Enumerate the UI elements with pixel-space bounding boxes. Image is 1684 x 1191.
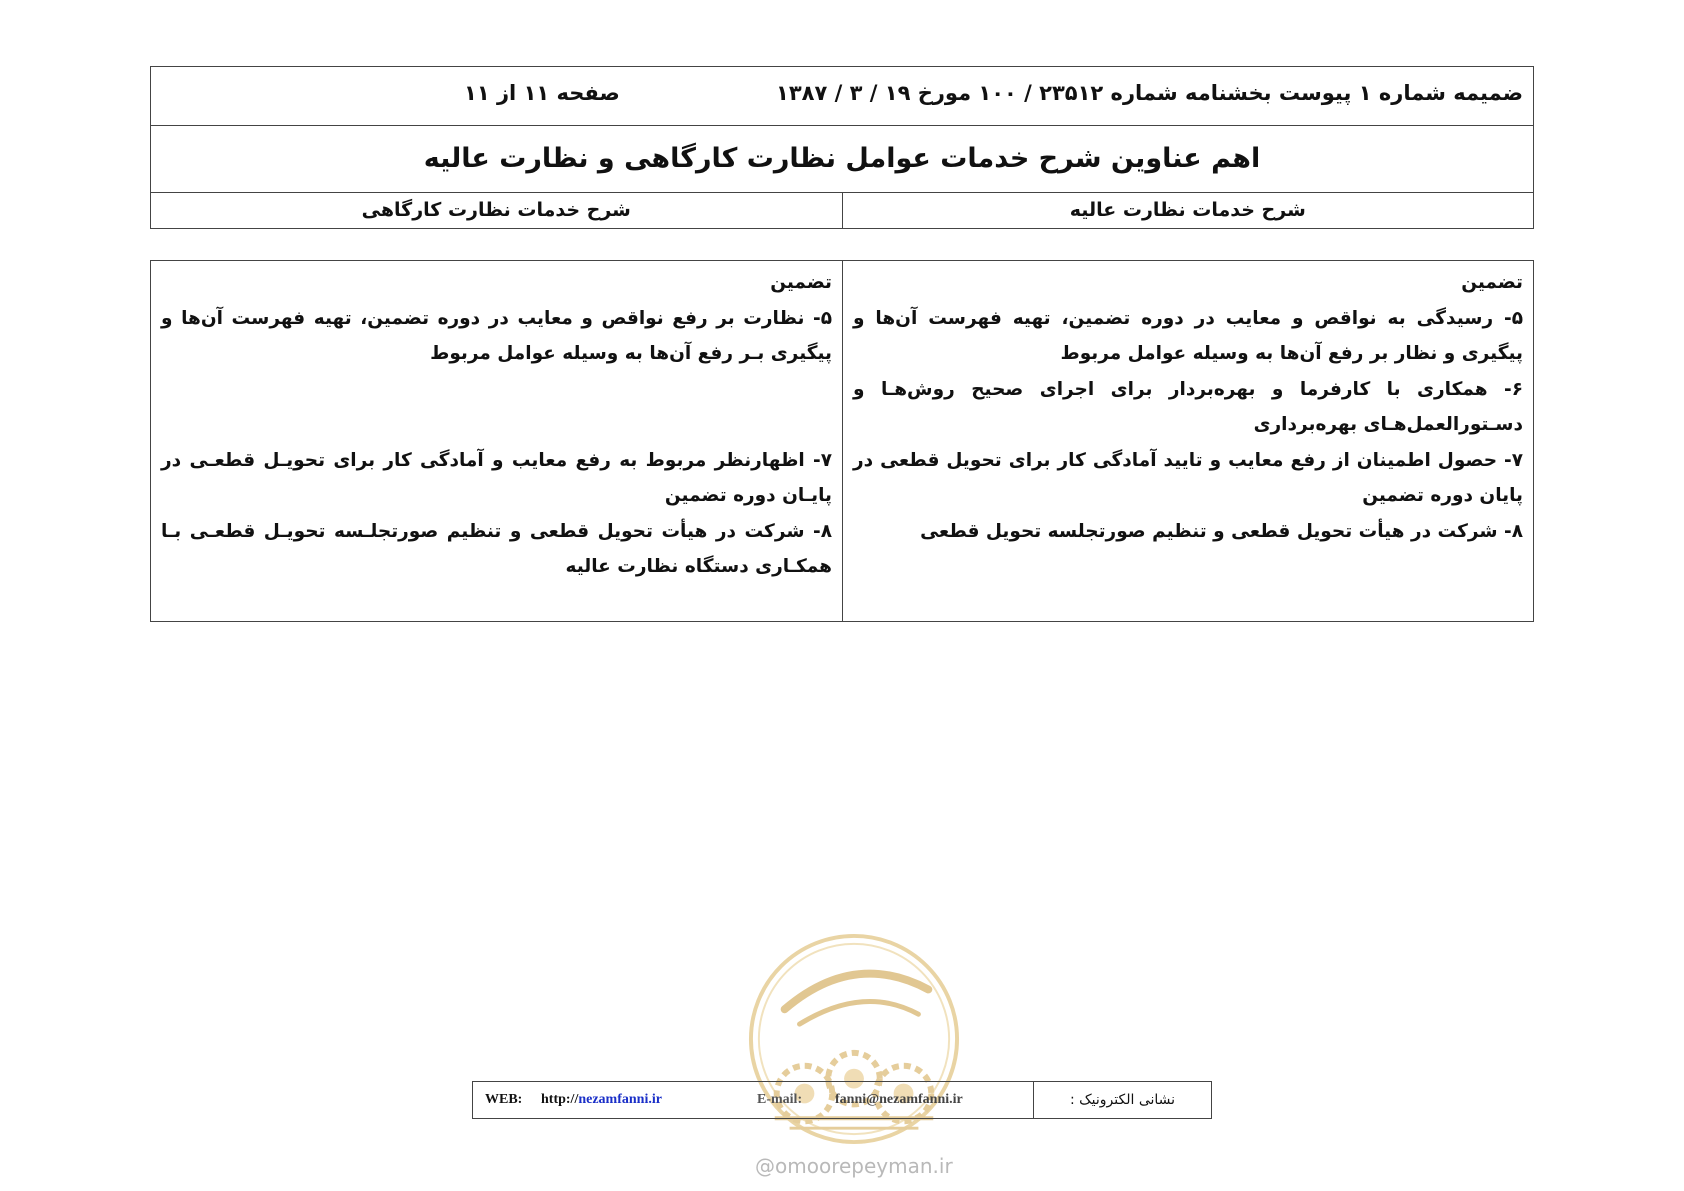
electronic-address-label: نشانی الکترونیک : xyxy=(1069,1092,1176,1108)
header-info-row xyxy=(151,67,1533,126)
high-supervision-column xyxy=(842,261,1533,621)
footer-contact-bar xyxy=(472,1081,1212,1119)
column-headers xyxy=(151,193,1533,228)
column-header-site-supervision: شرح خدمات نظارت کارگاهی xyxy=(361,199,631,221)
list-item: تضمین xyxy=(770,272,832,293)
email-label: E-mail: xyxy=(757,1092,803,1107)
web-label: WEB: xyxy=(485,1092,523,1107)
web-url[interactable] xyxy=(541,1092,662,1108)
site-supervision-column xyxy=(151,261,842,621)
list-item: ۵- نظارت بر رفع نواقص و معایب در دوره تضمین، تهیه فهرست آن‌ها و پیگیری بـر رفع آن‌ها به وسیله عوامل مربوط xyxy=(161,307,832,364)
annex-reference: ضمیمه شماره ۱ پیوست بخشنامه شماره ۲۳۵۱۲ / ۱۰۰ مورخ ۱۹ / ۳ / ۱۳۸۷ xyxy=(776,81,1523,105)
spacer xyxy=(161,372,832,443)
list-item: ۶- همکاری با کارفرما و بهره‌بردار برای اجرای صحیح روش‌هـا و دسـتورالعمل‌هـای بهره‌برداری xyxy=(853,378,1523,435)
list-item: ۸- شرکت در هیأت تحویل قطعی و تنظیم صورتجلسه تحویل قطعی xyxy=(920,520,1523,542)
document-title: اهم عناوین شرح خدمات عوامل نظارت کارگاهی و نظارت عالیه xyxy=(151,126,1533,193)
services-table xyxy=(150,260,1534,622)
list-item: ۸- شرکت در هیأت تحویل قطعی و تنظیم صورتجلـسه تحویـل قطعـی بـا همکـاری دستگاه نظارت عالیه xyxy=(161,520,832,577)
header-table xyxy=(150,66,1534,229)
page-number: صفحه ۱۱ از ۱۱ xyxy=(464,81,620,105)
column-header-high-supervision: شرح خدمات نظارت عالیه xyxy=(842,193,1534,228)
list-item: ۷- اظهارنظر مربوط به رفع معایب و آمادگی کار برای تحویـل قطعـی در پایـان دوره تضمین xyxy=(161,449,832,506)
list-item: ۵- رسیدگی به نواقص و معایب در دوره تضمین، تهیه فهرست آن‌ها و پیگیری و نظار بر رفع آن‌ها به وسیله عوامل مربوط xyxy=(853,307,1523,364)
email-address[interactable]: fanni@nezamfanni.ir xyxy=(835,1092,963,1107)
watermark-text: @omoorepeyman.ir xyxy=(755,1154,953,1178)
web-link[interactable]: nezamfanni.ir xyxy=(578,1092,662,1107)
web-url-prefix: http:// xyxy=(541,1092,579,1107)
list-item: تضمین xyxy=(1461,272,1523,293)
footer-links-cell xyxy=(473,1082,1034,1118)
list-item: ۷- حصول اطمینان از رفع معایب و تایید آمادگی کار برای تحویل قطعی در پایان دوره تضمین xyxy=(853,449,1523,506)
